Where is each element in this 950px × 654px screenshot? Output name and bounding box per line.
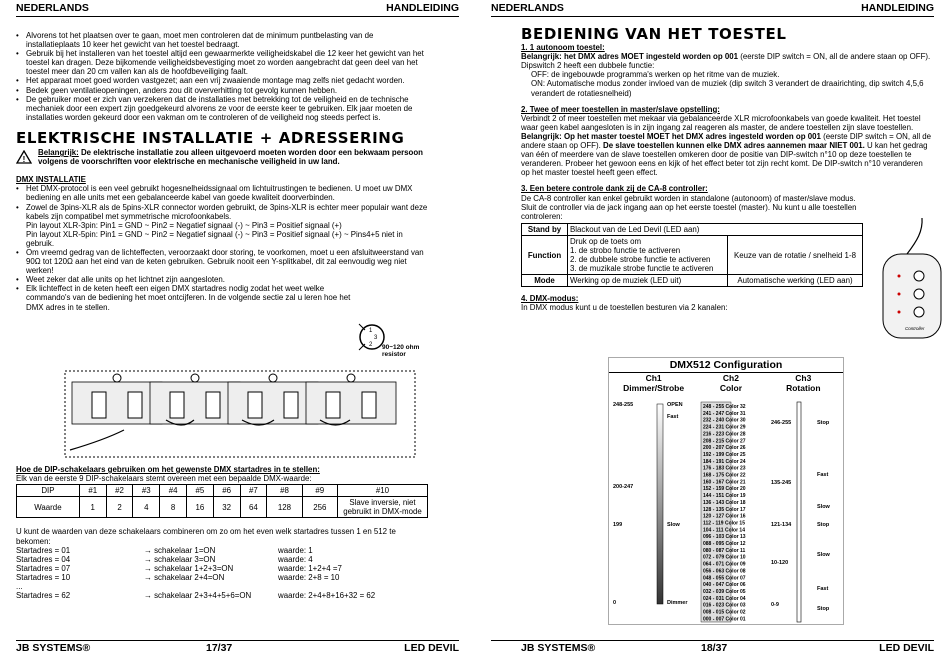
table-cell bbox=[568, 235, 728, 274]
color-entry: 216 - 223 Color 28 bbox=[703, 431, 746, 438]
function-line: Druk op de toets om bbox=[570, 236, 642, 246]
color-entry: 080 - 087 Color 11 bbox=[703, 547, 746, 554]
s2-important bbox=[521, 132, 933, 177]
color-entry: 064 - 071 Color 09 bbox=[703, 561, 746, 568]
table-cell: Keuze van de rotatie / snelheid 1-8 bbox=[728, 235, 863, 274]
fixture-icon bbox=[228, 382, 318, 424]
ca8-controller-image bbox=[877, 216, 947, 341]
s1-title: 1. 1 autonoom toestel: bbox=[521, 43, 605, 53]
example-value: waarde: 1+2+4 =7 bbox=[278, 563, 342, 573]
table-cell: Automatische werking (LED aan) bbox=[728, 275, 863, 287]
dmx-chain-diagram bbox=[64, 370, 416, 458]
color-entry: 176 - 183 Color 23 bbox=[703, 465, 746, 472]
ch2-sub: Color bbox=[719, 383, 743, 393]
color-entry: 241 - 247 Color 31 bbox=[703, 410, 746, 417]
dmx-list bbox=[16, 184, 428, 311]
ch3-range-label: 121-134 bbox=[771, 522, 792, 528]
dip-value-cell: Waarde bbox=[17, 497, 80, 518]
header-language: NEDERLANDS bbox=[491, 2, 564, 14]
page-number: 18/37 bbox=[701, 642, 728, 654]
example-row bbox=[16, 546, 428, 555]
dip-header-cell: #9 bbox=[302, 485, 337, 497]
fixture-bracket bbox=[347, 374, 355, 382]
table-row bbox=[17, 497, 428, 518]
color-entry: 248 - 255 Color 32 bbox=[703, 404, 746, 410]
page-footer bbox=[491, 640, 934, 654]
ch1-text: OPEN bbox=[667, 402, 683, 408]
color-entry: 208 - 215 Color 27 bbox=[703, 438, 746, 445]
ch3-range-label: 135-245 bbox=[771, 480, 792, 486]
list-item: • Om vreemd gedrag van de lichteffecten, veroorzaakt door storing, te voorkomen, moet u een afsluitweerstand van 90Ω tot 120Ω aan het eind van de keten gebruiken. Gebruik nooit een Y-splitkabel, dit zal eenvoudig weg niet werken! bbox=[16, 248, 428, 275]
s2-bold: Belangrijk: Op het master toestel MOET het DMX adres ingesteld worden op 001 bbox=[521, 131, 821, 141]
dip-header-cell: #6 bbox=[213, 485, 240, 497]
resistor-label: 90~120 ohm resistor bbox=[382, 344, 420, 358]
fixture-panel bbox=[284, 392, 298, 418]
example-address: Startadres = 01 bbox=[16, 545, 71, 555]
s2-title: 2. Twee of meer toestellen in master/slave opstelling: bbox=[521, 104, 720, 114]
example-switch: → schakelaar 1+2+3=ON bbox=[144, 563, 234, 573]
example-value: waarde: 1 bbox=[278, 545, 313, 555]
s1-important bbox=[521, 52, 933, 61]
header-title: HANDLEIDING bbox=[861, 2, 934, 14]
color-entry: 112 - 119 Color 15 bbox=[703, 520, 745, 527]
fixture-panel bbox=[248, 392, 262, 418]
ch3-text: Stop bbox=[817, 420, 830, 426]
fixture-panel bbox=[92, 392, 106, 418]
ch1-text: Slow bbox=[667, 522, 680, 528]
example-row bbox=[16, 555, 428, 564]
fixture-panel bbox=[206, 392, 220, 418]
ch3-header bbox=[764, 373, 843, 393]
color-entry: 024 - 031 Color 04 bbox=[703, 595, 746, 602]
color-entry: 040 - 047 Color 06 bbox=[703, 582, 746, 589]
dip-value-cell: 16 bbox=[186, 497, 213, 518]
pin-layout-3: Pin layout XLR-3pin: Pin1 = GND ~ Pin2 = Negatief signaal (-) ~ Pin3 = Positief signaal (+) bbox=[26, 220, 342, 230]
header-language: NEDERLANDS bbox=[16, 2, 89, 14]
left-body bbox=[16, 31, 428, 312]
ch1-range-label: 0 bbox=[613, 600, 617, 606]
pin-layout-5: Pin layout XLR-5pin: Pin1 = GND ~ Pin2 = Negatief signaal (-) ~ Pin3 = Positief signaal (+) ~ Pins4+5 niet in gebruik. bbox=[26, 229, 403, 248]
ch3-range-label: 246-255 bbox=[771, 420, 792, 426]
example-row bbox=[16, 564, 428, 573]
color-entry: 016 - 023 Color 03 bbox=[703, 602, 746, 609]
color-entry: 224 - 231 Color 29 bbox=[703, 424, 746, 431]
table-cell: Function bbox=[522, 235, 568, 274]
table-cell: Mode bbox=[522, 275, 568, 287]
color-entry: 232 - 240 Color 30 bbox=[703, 417, 746, 424]
dip-value-cell: 8 bbox=[160, 497, 187, 518]
right-body bbox=[521, 25, 933, 313]
dip-header-cell: DIP bbox=[17, 485, 80, 497]
dip-value-cell: Slave inversie, niet gebruikt in DMX-mode bbox=[338, 497, 428, 518]
safety-list bbox=[16, 31, 428, 122]
dip-header-cell: #1 bbox=[79, 485, 106, 497]
fixture-icon bbox=[150, 382, 240, 424]
example-switch: → schakelaar 2+4=ON bbox=[144, 572, 225, 582]
dmx-config-figure bbox=[608, 357, 844, 625]
dip-value-cell: 128 bbox=[267, 497, 302, 518]
example-value: waarde: 4 bbox=[278, 554, 313, 564]
dip-value-cell: 64 bbox=[240, 497, 267, 518]
s2-para: Verbindt 2 of meer toestellen met mekaar via gebalanceerde XLR microfoonkabels van goede kwaliteit. Het toestel waar geen kabel aangesloten is in zijn ingang zal reageren als master, de andere toestellen zijn slave toestellen. bbox=[521, 113, 921, 132]
example-row bbox=[16, 573, 428, 582]
header-title: HANDLEIDING bbox=[386, 2, 459, 14]
ch1-range-label: 200-247 bbox=[613, 484, 634, 490]
function-line: 2. de dubbele strobe functie te activeren bbox=[570, 255, 711, 265]
ch3-text: Fast bbox=[817, 472, 829, 478]
color-entry: 032 - 039 Color 05 bbox=[703, 588, 746, 595]
fixture-panel bbox=[170, 392, 184, 418]
example-value: waarde: 2+4+8+16+32 = 62 bbox=[278, 591, 376, 601]
function-line: 3. de muzikale strobe functie te activeren bbox=[570, 264, 714, 274]
s1-dipswitch: Dipswitch 2 heeft een dubbele functie: bbox=[521, 61, 655, 71]
example-row bbox=[16, 591, 428, 600]
examples-list bbox=[16, 546, 428, 601]
list-item: • Weet zeker dat alle units op het lichtnet zijn aangesloten. bbox=[16, 275, 428, 284]
svg-text:!: ! bbox=[22, 155, 26, 165]
ch3-range-label: 0-9 bbox=[771, 602, 779, 608]
warning-icon bbox=[16, 150, 32, 164]
list-item: • Het DMX-protocol is een veel gebruikt hogesnelheidssignaal om lichtuitrustingen te bedienen. U moet uw DMX bediening en alle units met een gebalanceerde kabel van goede kwaliteit doorverbinden. bbox=[16, 184, 428, 202]
ch3-label: Ch3 bbox=[795, 373, 812, 383]
warning-text: De elektrische installatie zou alleen uitgevoerd moeten worden door een bekwaam persoon volgens de voorschriften voor elektrische en mechanische veiligheid in uw land. bbox=[38, 148, 423, 167]
section-title: ELEKTRISCHE INSTALLATIE + ADRESSERING bbox=[16, 128, 405, 147]
svg-text:2: 2 bbox=[369, 342, 373, 348]
example-address: Startadres = 62 bbox=[16, 591, 71, 601]
ch3-text: Slow bbox=[817, 552, 830, 558]
dip-header-cell: #3 bbox=[133, 485, 160, 497]
color-entry: 128 - 135 Color 17 bbox=[703, 506, 746, 513]
dip-intro: Elk van de eerste 9 DIP-schakelaars stemt overeen met een bepaalde DMX-waarde: bbox=[16, 474, 312, 484]
list-item: • De gebruiker moet er zich van verzekeren dat de installaties met betrekking tot de veiligheid en de technische mechaniek door een expert zijn goedgekeurd alvorens ze voor de eerste keer te gebruiken. Elk jaar moeten de installaties worden gekeurd door een vakman om te controleren of de veiligheid nog steeds perfect is. bbox=[16, 95, 428, 122]
s3-para: De CA-8 controller kan enkel gebruikt worden in standalone (autonoom) of master/slave modus. Sluit de controller via de jack ingang aan op het eerste toestel (master). Nu kunt u alle toestellen controleren: bbox=[521, 193, 857, 221]
fixture-icon bbox=[72, 382, 162, 424]
dmx-config-title: DMX512 Configuration bbox=[609, 358, 843, 373]
table-row bbox=[17, 485, 428, 497]
list-item: • Gebruik bij het installeren van het toestel altijd een gewaarmerkte veiligheidskabel die 12 keer het gewicht van het toestel kan dragen. Deze bijkomende veiligheidsbevestiging moet zo worden aangebracht dat geen deel van het toestel meer dan 20 cm vallen kan als de hoofdbeveiliging faalt. bbox=[16, 49, 428, 76]
example-address: Startadres = 10 bbox=[16, 572, 71, 582]
table-cell: Blackout van de Led Devil (LED aan) bbox=[568, 223, 863, 235]
s1-bold: Belangrijk: het DMX adres MOET ingesteld worden op 001 bbox=[521, 52, 739, 62]
color-entry: 144 - 151 Color 19 bbox=[703, 493, 746, 500]
footer-brand: JB SYSTEMS® bbox=[16, 642, 91, 654]
dip-value-cell: 4 bbox=[133, 497, 160, 518]
table-cell: Stand by bbox=[522, 223, 568, 235]
color-entry: 200 - 207 Color 26 bbox=[703, 445, 746, 452]
dip-value-cell: 2 bbox=[106, 497, 133, 518]
ch2-header bbox=[698, 373, 763, 393]
page-header bbox=[16, 2, 459, 17]
color-entry: 096 - 103 Color 13 bbox=[703, 534, 746, 541]
footer-product: LED DEVIL bbox=[404, 642, 459, 654]
s2-rest2: U kan het gedrag van één of meerdere van de slave toestellen omkeren door de positie van DIP-switch n°10 op deze toestellen te veranderen. Probeer het gewoon eens en kijk of het effect beter tot zijn recht komt. De DIP-switch n°10 veranderen op het master toestel heeft geen effect. bbox=[521, 141, 928, 178]
ch2-label: Ch2 bbox=[722, 373, 739, 383]
svg-text:3: 3 bbox=[374, 335, 378, 341]
s4-para: In DMX modus kunt u de toestellen besturen via 2 kanalen: bbox=[521, 303, 728, 313]
list-item: • Het apparaat moet goed worden vastgezet; aan een vrij zwaaiende montage mag zelfs niet gedacht worden. bbox=[16, 76, 428, 85]
color-entry: 160 - 167 Color 21 bbox=[703, 479, 746, 486]
footer-product: LED DEVIL bbox=[879, 642, 934, 654]
example-switch: → schakelaar 3=ON bbox=[144, 554, 216, 564]
dmx-config-chart bbox=[609, 394, 843, 624]
ch3-sub: Rotation bbox=[786, 383, 821, 393]
fixture-bracket bbox=[113, 374, 121, 382]
color-entry: 152 - 159 Color 20 bbox=[703, 486, 746, 493]
example-value: waarde: 2+8 = 10 bbox=[278, 572, 340, 582]
ch1-range-label: 199 bbox=[613, 522, 623, 528]
dip-header-cell: #2 bbox=[106, 485, 133, 497]
example-switch: → schakelaar 2+3+4+5+6=ON bbox=[144, 591, 252, 601]
dip-table bbox=[16, 484, 428, 518]
controller-label: Controller bbox=[905, 326, 925, 331]
warning-label: Belangrijk: bbox=[38, 148, 79, 158]
ch1-header bbox=[609, 373, 698, 393]
color-entry: 136 - 143 Color 18 bbox=[703, 499, 746, 506]
page-header bbox=[491, 2, 934, 17]
dip-value-cell: 1 bbox=[79, 497, 106, 518]
function-line: 1. de strobo functie te activeren bbox=[570, 245, 681, 255]
dip-header-cell: #10 bbox=[338, 485, 428, 497]
dip-value-cell: 32 bbox=[213, 497, 240, 518]
color-entry: 008 - 015 Color 02 bbox=[703, 609, 746, 616]
table-cell: Werking op de muziek (LED uit) bbox=[568, 275, 728, 287]
color-entry: 184 - 191 Color 24 bbox=[703, 458, 746, 465]
page-footer bbox=[16, 640, 459, 654]
warning-block bbox=[16, 148, 428, 166]
dip-value-cell: 256 bbox=[302, 497, 337, 518]
s1-off: OFF: de ingebouwde programma's werken op het ritme van de muziek. bbox=[531, 70, 780, 80]
ch1-text: Dimmer bbox=[667, 600, 688, 606]
s2-rest: (eerste DIP switch = ON, all de andere staan op OFF). bbox=[521, 131, 932, 151]
example-address: Startadres = 04 bbox=[16, 554, 71, 564]
example-address: Startadres = 07 bbox=[16, 563, 71, 573]
s3-title: 3. Een betere controle dank zij de CA-8 controller: bbox=[521, 184, 708, 194]
color-entry: 088 - 095 Color 12 bbox=[703, 541, 746, 547]
color-entry: 056 - 063 Color 08 bbox=[703, 568, 746, 575]
ch1-label: Ch1 bbox=[645, 373, 662, 383]
svg-text:1: 1 bbox=[369, 328, 373, 334]
s1-on: ON: Automatische modus zonder invloed van de muziek (dip switch 3 verandert de draairichting, dip switch 4,5,6 verandert de rotatiesnelheid) bbox=[531, 79, 924, 98]
ch1-sub: Dimmer/Strobe bbox=[623, 383, 685, 393]
color-entry: 048 - 055 Color 07 bbox=[703, 575, 746, 582]
list-item: • Bedek geen ventilatieopeningen, anders zou dit oververhitting tot gevolg kunnen hebben. bbox=[16, 86, 428, 95]
dip-header-cell: #7 bbox=[240, 485, 267, 497]
ch3-text: Fast bbox=[817, 586, 829, 592]
ch1-range-label: 248-255 bbox=[613, 402, 634, 408]
fixture-panel bbox=[128, 392, 142, 418]
list-item: • Zowel de 3pins-XLR als de 5pins-XLR connector worden gebruikt, de 3pins-XLR is echter meer populair want deze kabels zijn compatibel met symmetrische microfoonkabels. bbox=[16, 203, 428, 221]
table-row bbox=[522, 235, 863, 274]
dip-header-cell: #4 bbox=[160, 485, 187, 497]
table-row bbox=[522, 223, 863, 235]
ch3-text: Slow bbox=[817, 504, 830, 510]
color-entry: 120 - 127 Color 16 bbox=[703, 513, 746, 520]
dmx-install-title: DMX INSTALLATIE bbox=[16, 175, 86, 185]
s1-rest: (eerste DIP switch = ON, all de andere staan op OFF). bbox=[738, 52, 931, 62]
ch1-text: Fast bbox=[667, 414, 679, 420]
s4-title: 4. DMX-modus: bbox=[521, 294, 579, 304]
fixture-panel bbox=[326, 392, 340, 418]
fixture-icon bbox=[306, 382, 396, 424]
example-address: ... bbox=[16, 582, 23, 592]
color-entry: 168 - 175 Color 22 bbox=[703, 472, 746, 479]
dip-header-cell: #5 bbox=[186, 485, 213, 497]
table-row bbox=[522, 275, 863, 287]
combine-text: U kunt de waarden van deze schakelaars combineren om zo om het even welk startadres tussen 1 en 512 te bekomen: bbox=[16, 527, 396, 546]
s2-bold2: De slave toestellen kunnen elke DMX adres aannemen maar NIET 001. bbox=[600, 141, 865, 151]
list-item: • Alvorens tot het plaatsen over te gaan, moet men controleren dat de minimum puntbelasting van de installatieplaats 10 keer het gewicht van het toestel bedraagt. bbox=[16, 31, 428, 49]
right-page bbox=[475, 0, 950, 654]
ch3-text: Stop bbox=[817, 522, 830, 528]
fixture-bracket bbox=[269, 374, 277, 382]
controller-table bbox=[521, 223, 863, 288]
dip-section bbox=[16, 465, 428, 600]
fixture-panel bbox=[362, 392, 376, 418]
dip-header-cell: #8 bbox=[267, 485, 302, 497]
ch3-range-label: 10-120 bbox=[771, 560, 789, 566]
ch3-text: Stop bbox=[817, 606, 830, 612]
color-entry: 072 - 079 Color 10 bbox=[703, 554, 746, 561]
fixture-bracket bbox=[191, 374, 199, 382]
page-title: BEDIENING VAN HET TOESTEL bbox=[521, 25, 787, 43]
footer-brand: JB SYSTEMS® bbox=[521, 642, 596, 654]
color-entry: 104 - 111 Color 14 bbox=[703, 527, 745, 534]
dip-title: Hoe de DIP-schakelaars gebruiken om het gewenste DMX startadres in te stellen: bbox=[16, 465, 320, 474]
color-entry: 000 - 007 Color 01 bbox=[703, 616, 746, 623]
page-number: 17/37 bbox=[206, 642, 233, 654]
example-switch: → schakelaar 1=ON bbox=[144, 545, 216, 555]
color-entry: 192 - 199 Color 25 bbox=[703, 451, 746, 458]
list-item: • Elk lichteffect in de keten heeft een eigen DMX startadres nodig zodat het weet welke commando's van de bediening het moet ontcijferen. In de volgende sectie zal u leren hoe het DMX adres in te stellen. bbox=[16, 284, 356, 311]
example-row bbox=[16, 582, 428, 591]
